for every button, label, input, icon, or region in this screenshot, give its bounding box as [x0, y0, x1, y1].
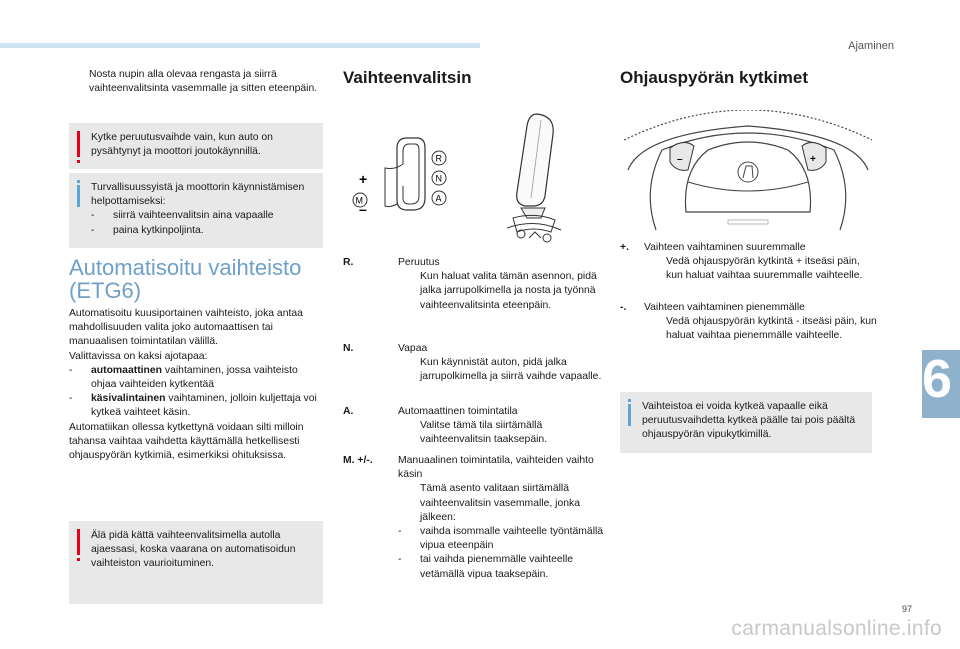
warning-icon [77, 529, 80, 555]
info-box-paddles [620, 392, 872, 453]
info-intro: Turvallisuussyistä ja moottorin käynnistämisen helpottamiseksi: [91, 182, 305, 208]
paddle-plus-icon [802, 142, 826, 170]
section-title: Ajaminen [848, 40, 894, 52]
label-m: M [355, 195, 363, 206]
definition-a: A. Automaattinen toimintatila Valitse tämä tila siirtämällä vaihteenvalitsin taaksepäin. [343, 406, 548, 446]
steering-wheel-diagram [622, 110, 874, 232]
gear-selector-diagram [345, 108, 575, 250]
chapter-number: 6 [921, 349, 952, 409]
definition-m: M. +/-. Manuaalinen toimintatila, vaihteiden vaihto käsin Tämä asento valitaan siirtämällä vaihteenvalitsin vasemmalle, jonka jälkeen: - vaihda isommalle vaihteelle työntämällä vipua eteenpäin - tai vaihda pienemmälle vaihteelle vetämällä vipua taaksepäin. [343, 455, 604, 580]
info-list-item: - siirrä vaihteenvalitsin aina vapaalle [91, 210, 274, 222]
definition-minus: -. Vaihteen vaihtaminen pienemmälle Vedä ohjauspyörän kytkintä - itseäsi päin, kun haluat vaihtaa pienemmälle vaihteelle. [620, 302, 877, 342]
label-minus: – [359, 201, 367, 217]
label-a: A [435, 193, 442, 204]
definition-n: N. Vapaa Kun käynnistät auton, pidä jalka jarrupolkimella ja siirrä vaihde vapaalle. [343, 343, 602, 383]
warning-icon [77, 131, 80, 157]
info-list-item: - paina kytkinpoljinta. [91, 224, 204, 236]
mode-item-manual: - käsivalintainen vaihtaminen, jolloin kuljettaja voi kytkeä vaihteet käsin. [69, 393, 317, 419]
info-box-safety [69, 173, 323, 248]
etg6-description: Automatisoitu kuusiportainen vaihteisto, joka antaa mahdollisuuden valita joko automaattisen tai manuaalisen toimintatilan välillä. Valittavissa on kaksi ajotapaa: - automaattinen vaihtaminen, jossa vaihteisto ohjaa vaihteiden kytkentää - käsivalintainen vaihtaminen, jolloin kuljettaja voi kytkeä vaihteet käsin. Automatiikan ollessa kytkettynä voidaan silti milloin tahansa vaihtaa vaihdetta käyttämällä hetkellisesti ohjauspyörän kytkimiä, esimerkiksi ohituksissa. [69, 307, 323, 463]
definition-r: R. Peruutus Kun haluat valita tämän asennon, pidä jalka jarrupolkimella ja nosta ja työnnä vaihteenvalitsinta eteenpäin. [343, 257, 597, 311]
step-item [69, 68, 323, 96]
gear-lever-icon [507, 114, 561, 242]
info-icon [77, 185, 80, 207]
step-bullet [69, 68, 89, 96]
svg-text:–: – [677, 154, 683, 165]
label-r: R [435, 153, 442, 164]
label-n: N [435, 173, 442, 184]
warning-box-reverse [69, 123, 323, 169]
steering-switches-title: Ohjauspyörän kytkimet [620, 68, 809, 87]
warning-box-hand [69, 521, 323, 604]
steering-wheel-icon [624, 110, 872, 230]
info-text: Vaihteistoa ei voida kytkeä vapaalle eikä peruutusvaihdetta kytkeä päälle tai pois päältä ohjauspyörän vipukytkimillä. [642, 401, 856, 441]
svg-text:+: + [810, 154, 816, 165]
mode-item-automatic: - automaattinen vaihtaminen, jossa vaihteisto ohjaa vaihteiden kytkentää [69, 364, 298, 391]
section-heading-etg6: Automatisoitu vaihteisto (ETG6) [69, 255, 302, 303]
watermark: carmanualsonline.info [731, 617, 942, 640]
paddle-minus-icon [670, 142, 694, 170]
gear-gate [397, 138, 425, 210]
header-accent-bar [0, 43, 480, 48]
info-icon [628, 404, 631, 426]
warning-text: Kytke peruutusvaihde vain, kun auto on pysähtynyt ja moottori joutokäynnillä. [91, 132, 273, 158]
label-plus: + [359, 171, 368, 187]
definition-plus: +. Vaihteen vaihtaminen suuremmalle Vedä ohjauspyörän kytkintä + itseäsi päin, kun haluat vaihtaa suuremmalle vaihteelle. [620, 242, 863, 282]
gear-selector-title: Vaihteenvalitsin [343, 68, 472, 87]
page-number: 97 [901, 604, 912, 614]
step-text: Nosta nupin alla olevaa rengasta ja siirrä vaihteenvalitsinta vasemmalle ja sitten eteenpäin. [89, 69, 318, 95]
warning-text: Älä pidä kättä vaihteenvalitsimella autolla ajaessasi, koska vaarana on automatisoidun vaihteiston vaurioituminen. [91, 530, 296, 570]
